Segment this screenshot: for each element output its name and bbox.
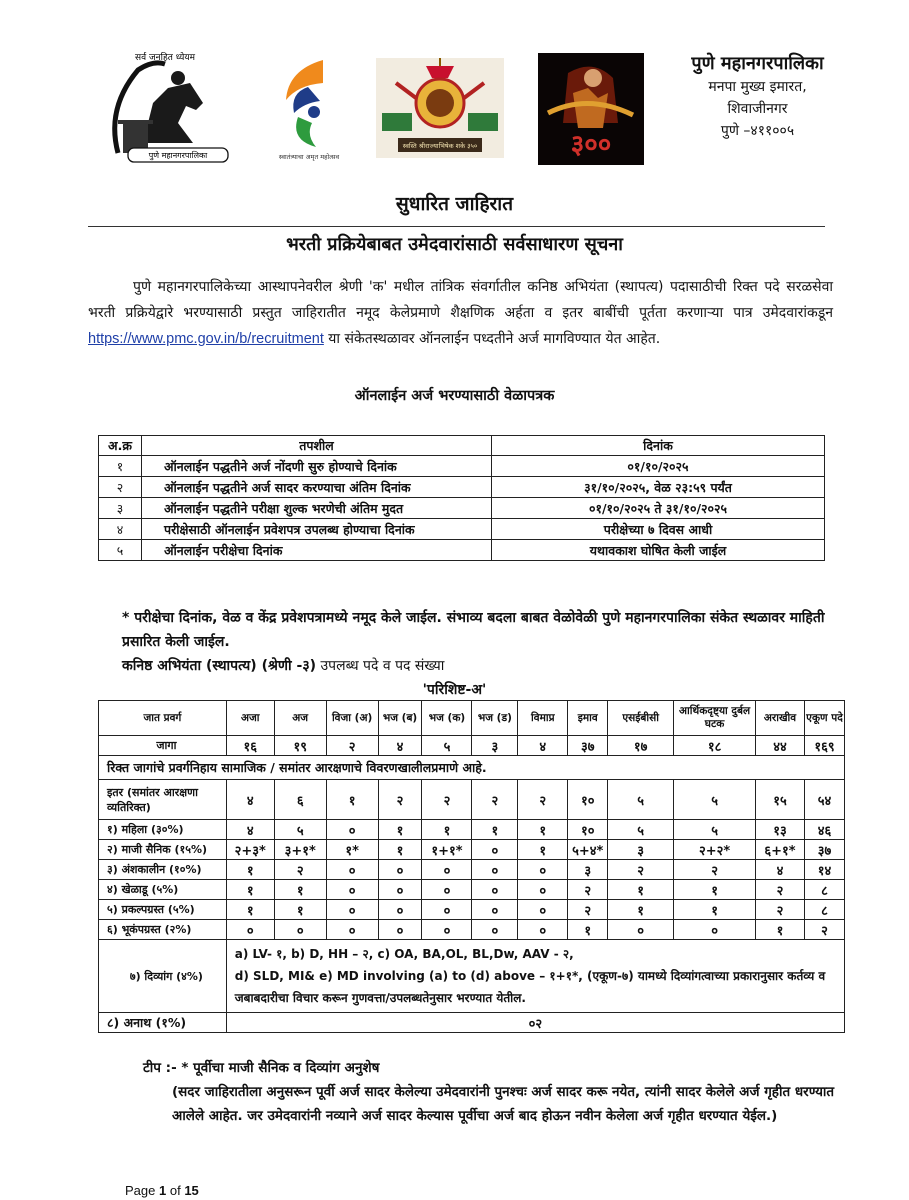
reservation-value: ० [274,920,326,940]
reservation-value: ० [378,920,422,940]
reservation-value: २ [674,860,756,880]
reservation-label: १) महिला (३०%) [99,820,227,840]
category-header: इमाव [568,701,608,736]
address-line-1: मनपा मुख्य इमारत, [708,79,807,95]
reservation-row [99,840,845,860]
reservation-value: ० [226,920,274,940]
reservation-value: २ [756,880,805,900]
schedule-no: २ [99,477,142,498]
address-line-2: शिवाजीनगर [727,101,788,117]
reservation-value: २+३* [226,840,274,860]
reservation-value: २ [472,780,518,820]
exam-note: * परीक्षेचा दिनांक, वेळ व केंद्र प्रवेशपत्रामध्ये नमूद केले जाईल. संभाव्य बदला बाबत वेळोवेळी पुणे महानगरपालिका संकेत स्थळावर माहिती प्रसारित केली जाईल. [122,610,825,650]
posts-value: ३७ [568,736,608,756]
reservation-value: २ [756,900,805,920]
posts-label: जागा [99,736,227,756]
reservation-value: ६ [274,780,326,820]
logo1-caption: पुणे महानगरपालिका [148,151,208,160]
posts-value: ५ [422,736,472,756]
reservation-value: २ [568,880,608,900]
posts-value: ४४ [756,736,805,756]
reservation-row [99,860,845,880]
reservation-value: १ [378,820,422,840]
reservation-value: १+१* [422,840,472,860]
reservation-value: १ [274,900,326,920]
reservation-row [99,900,845,920]
reservation-value: ० [326,900,378,920]
reservation-heading: रिक्त जागांचे प्रवर्गनिहाय सामाजिक / समांतर आरक्षणाचे विवरणखालीलप्रमाणे आहे. [99,756,845,780]
reservation-value: २ [804,920,844,940]
category-header: भज (क) [422,701,472,736]
reservation-value: १ [422,820,472,840]
category-table [98,700,845,1033]
post-line-rest: उपलब्ध पदे व पद संख्या [316,658,445,674]
reservation-value: १ [226,900,274,920]
reservation-value: ४ [226,780,274,820]
posts-value: १६ [226,736,274,756]
reservation-value: १५ [756,780,805,820]
reservation-value: १* [326,840,378,860]
reservation-value: ५ [608,820,674,840]
reservation-value: ३ [568,860,608,880]
reservation-value: ० [326,860,378,880]
of-word: of [169,1183,181,1198]
reservation-value: १ [608,880,674,900]
divyang-line-2: d) SLD, MI& e) MD involving (a) to (d) above – १+१*, (एकूण-७) यामध्ये दिव्यांगत्वाच्या प्रकारानुसार कर्तव्य व जबाबदारीचा विचार करून गुणवत्ता/उपलब्धतेनुसार भरण्यात येतील. [234,969,826,1005]
reservation-value: १ [226,860,274,880]
divyang-label: ७) दिव्यांग (४%) [99,940,227,1013]
page-word: Page [125,1183,156,1198]
schedule-row [99,519,825,540]
organization-address [665,52,850,142]
schedule-header-detail: तपशील [142,436,492,456]
pmc-emblem-logo [98,48,233,168]
reservation-value: ० [674,920,756,940]
reservation-row [99,880,845,900]
reservation-value: १० [568,820,608,840]
divyang-row [99,940,845,1013]
reservation-value: १ [326,780,378,820]
reservation-value: ० [422,900,472,920]
reservation-value: २ [608,860,674,880]
schedule-no: ५ [99,540,142,561]
posts-value: १६९ [804,736,844,756]
reservation-value: ० [378,900,422,920]
category-header: अजा [226,701,274,736]
reservation-value: ० [518,900,568,920]
posts-value: ४ [518,736,568,756]
post-name: कनिष्ठ अभियंता (स्थापत्य) (श्रेणी -३) [122,658,316,674]
posts-value: २ [326,736,378,756]
orphan-label: ८) अनाथ (१%) [99,1013,227,1033]
schedule-detail: ऑनलाईन परीक्षेचा दिनांक [142,540,492,561]
schedule-row [99,540,825,561]
intro-paragraph [88,274,833,352]
schedule-detail: ऑनलाईन पद्धतीने अर्ज नोंदणी सुरु होण्याचे दिनांक [142,456,492,477]
schedule-table [98,435,825,561]
reservation-value: ५ [674,820,756,840]
divyang-details [226,940,844,1013]
schedule-detail: परीक्षेसाठी ऑनलाईन प्रवेशपत्र उपलब्ध होण्याचा दिनांक [142,519,492,540]
reservation-value: ० [422,860,472,880]
header-divider [88,226,825,227]
reservation-value: १ [226,880,274,900]
reservation-value: ५ [274,820,326,840]
schedule-row [99,498,825,519]
intro-text-before-link: पुणे महानगरपालिकेच्या आस्थापनेवरील श्रेणी 'क' मधील तांत्रिक संवर्गातील कनिष्ठ अभियंता (स्थापत्य) पदासाठीची रिक्त पदे सरळसेवा भरती प्रक्रियेद्वारे भरण्यासाठी प्रस्तुत जाहिरातीत नमूद केलेप्रमाणे शैक्षणिक अर्हता व इतर बाबींची पूर्तता करणाऱ्या पात्र उमेदवारांकडून [88,279,833,321]
category-header: विजा (अ) [326,701,378,736]
reservation-value: ५ [674,780,756,820]
reservation-value: १० [568,780,608,820]
logo3-caption: स्वस्ति श्रीराज्याभिषेक शके ३५० [402,142,478,150]
reservation-row [99,780,845,820]
posts-value: ३ [472,736,518,756]
reservation-value: ४ [756,860,805,880]
general-notice-title: भरती प्रक्रियेबाबत उमेदवारांसाठी सर्वसाधारण सूचना [286,234,623,255]
footnote-detail: (सदर जाहिरातीला अनुसरून पूर्वी अर्ज सादर केलेल्या उमेदवारांनी पुनश्चः अर्ज सादर करू नयेत, त्यांनी सादर केलेले अर्ज गृहीत धरण्यात आलेले आहेत. जर उमेदवारांनी नव्याने अर्ज सादर केल्यास पूर्वीचा अर्ज बाद होऊन नवीन केलेला अर्ज गृहीत धरण्यात येईल.) [172,1084,835,1124]
schedule-date: यथावकाश घोषित केली जाईल [492,540,825,561]
schedule-row [99,477,825,498]
logo1-motto: सर्व जनहित ध्येयम [135,53,195,63]
reservation-value: ८ [804,880,844,900]
reservation-value: ३+१* [274,840,326,860]
reservation-value: ४ [226,820,274,840]
reservation-value: ८ [804,900,844,920]
posts-value: १८ [674,736,756,756]
reservation-value: ० [378,880,422,900]
divyang-line-1: a) LV- १, b) D, HH – २, c) OA, BA,OL, BL,Dw, AAV - २, [234,947,574,961]
reservation-value: १ [674,880,756,900]
schedule-detail: ऑनलाईन पद्धतीने परीक्षा शुल्क भरणेची अंतिम मुदत [142,498,492,519]
logo2-caption: स्वातंत्र्याचा अमृत महोत्सव [278,153,340,161]
reservation-label: ३) अंशकालीन (१०%) [99,860,227,880]
schedule-no: ३ [99,498,142,519]
posts-value: ४ [378,736,422,756]
reservation-value: १ [756,920,805,940]
reservation-value: १३ [756,820,805,840]
recruitment-link[interactable]: https://www.pmc.gov.in/b/recruitment [88,331,324,347]
reservation-value: ४६ [804,820,844,840]
category-header: एसईबीसी [608,701,674,736]
reservation-value: ५+४* [568,840,608,860]
reservation-value: २ [568,900,608,920]
schedule-header-no: अ.क्र [99,436,142,456]
amrit-mahotsav-logo [268,55,350,167]
appendix-title: 'परिशिष्ट-अ' [422,682,487,698]
category-header: विमाप्र [518,701,568,736]
posts-row [99,736,845,756]
address-line-3: पुणे –४११००५ [720,123,795,139]
category-header: एकूण पदे [804,701,844,736]
reservation-value: १ [518,820,568,840]
reservation-value: २ [422,780,472,820]
schedule-date: ३१/१०/२०२५, वेळ २३:५९ पर्यंत [492,477,825,498]
reservation-value: ० [378,860,422,880]
reservation-value: ० [518,860,568,880]
reservation-value: १ [518,840,568,860]
reservation-value: ० [326,880,378,900]
page-current: 1 [159,1183,167,1198]
revised-ad-title: सुधारित जाहिरात [395,193,514,215]
reservation-value: २+२* [674,840,756,860]
category-header: भज (ड) [472,701,518,736]
reservation-value: १ [472,820,518,840]
reservation-label: ५) प्रकल्पग्रस्त (५%) [99,900,227,920]
reservation-value: १ [378,840,422,860]
reservation-row [99,920,845,940]
reservation-label: २) माजी सैनिक (१५%) [99,840,227,860]
schedule-date: परीक्षेच्या ७ दिवस आधी [492,519,825,540]
schedule-title: ऑनलाईन अर्ज भरण्यासाठी वेळापत्रक [354,388,555,404]
reservation-value: २ [274,860,326,880]
reservation-value: २ [378,780,422,820]
reservation-value: ० [518,880,568,900]
schedule-header-row [99,436,825,456]
schedule-detail: ऑनलाईन पद्धतीने अर्ज सादर करण्याचा अंतिम दिनांक [142,477,492,498]
intro-text-after-link: या संकेतस्थळावर ऑनलाईन पध्दतीने अर्ज मागविण्यात येत आहेत. [323,331,661,347]
reservation-value: ५४ [804,780,844,820]
reservation-value: २ [518,780,568,820]
category-header: अज [274,701,326,736]
reservation-value: १ [608,900,674,920]
category-header: अराखीव [756,701,805,736]
footnote-tip: टीप :- * पूर्वीचा माजी सैनिक व दिव्यांग अनुशेष [143,1060,380,1076]
schedule-date: ०१/१०/२०२५ [492,456,825,477]
schedule-date: ०१/१०/२०२५ ते ३१/१०/२०२५ [492,498,825,519]
post-line [122,655,444,677]
org-name: पुणे महानगरपालिका [691,53,824,74]
schedule-no: १ [99,456,142,477]
rajyabhishek-emblem-logo [376,58,504,158]
reservation-label: इतर (समांतर आरक्षणा व्यतिरिक्त) [99,780,227,820]
reservation-value: १ [674,900,756,920]
page-total: 15 [184,1183,199,1198]
reservation-value: ० [472,860,518,880]
reservation-value: ५ [608,780,674,820]
category-header-row [99,701,845,736]
page-indicator [125,1183,199,1198]
reservation-row [99,820,845,840]
orphan-value: ०२ [226,1013,844,1033]
reservation-value: ३ [608,840,674,860]
reservation-value: ० [326,920,378,940]
category-header: आर्थिकदृष्ट्या दुर्बल घटक [674,701,756,736]
schedule-row [99,456,825,477]
reservation-value: ० [608,920,674,940]
schedule-no: ४ [99,519,142,540]
reservation-value: १ [274,880,326,900]
reservation-value: ३७ [804,840,844,860]
logo4-caption: ३०० [570,130,612,160]
punyashlok-300-logo [538,53,644,165]
posts-value: १९ [274,736,326,756]
reservation-value: ० [518,920,568,940]
reservation-value: १ [568,920,608,940]
reservation-value: १४ [804,860,844,880]
posts-value: १७ [608,736,674,756]
reservation-value: ० [472,900,518,920]
reservation-label: ६) भूकंपग्रस्त (२%) [99,920,227,940]
reservation-value: ० [326,820,378,840]
schedule-header-date: दिनांक [492,436,825,456]
reservation-heading-row [99,756,845,780]
orphan-row [99,1013,845,1033]
reservation-value: ० [472,840,518,860]
reservation-value: ६+१* [756,840,805,860]
reservation-value: ० [472,880,518,900]
category-header-label: जात प्रवर्ग [99,701,227,736]
reservation-value: ० [472,920,518,940]
category-header: भज (ब) [378,701,422,736]
reservation-value: ० [422,920,472,940]
reservation-value: ० [422,880,472,900]
reservation-label: ४) खेळाडू (५%) [99,880,227,900]
